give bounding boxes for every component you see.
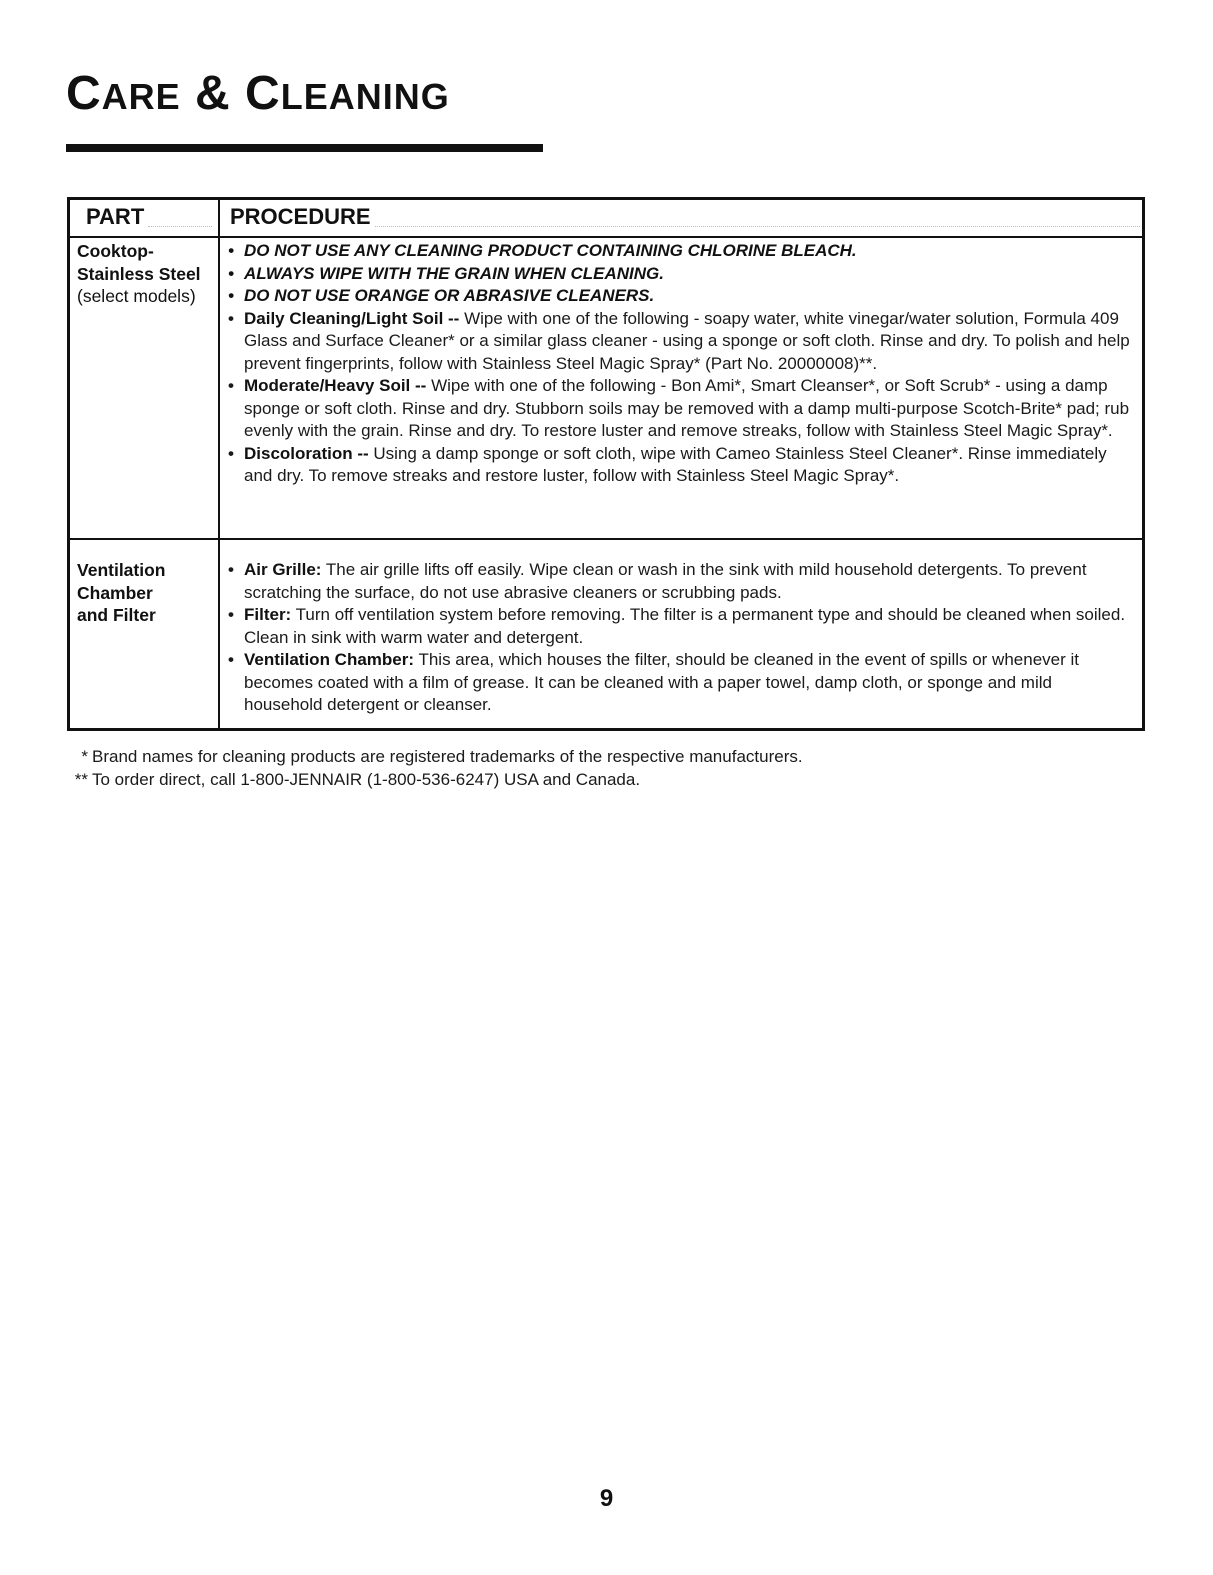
item-label: Daily Cleaning/Light Soil -- (244, 308, 460, 328)
bullet-icon: • (228, 241, 234, 260)
bullet-icon: • (228, 263, 234, 283)
item-text: Wipe with one of the following - Bon Ami*, Smart Cleanser*, or Soft Scrub* - using a damp sponge or soft cloth. Rinse and dry. Stubborn soils may be removed with a damp multi-purpose Scotch-Brite* pad; rub evenly with the grain. Rinse and dry. To restore luster and remove streaks, follow with Stainless Steel Magic Spray*. (244, 376, 1130, 440)
item-text: Using a damp sponge or soft cloth, wipe with Cameo Stainless Steel Cleaner*. Rinse immediately and dry. To remove streaks and restore luster, follow with Stainless Steel Magic Spray*. (244, 443, 1107, 485)
item-label: Discoloration -- (244, 443, 369, 463)
column-divider (218, 200, 220, 728)
item-label: Moderate/Heavy Soil -- (244, 376, 427, 395)
item-text: Wipe with one of the following - soapy water, white vinegar/water solution, Formula 409 Glass and Surface Cleaner* or a similar glass cleaner - using a sponge or soft cloth. Rinse and dry. To polish and help prevent fingerprints, follow with Stainless Steel Magic Spray* (Part No. 20000008)**. (244, 308, 1130, 373)
bullet-icon: • (228, 308, 234, 328)
footnote-mark: * (81, 747, 88, 766)
title-word-cleaning: LEANING (280, 76, 450, 117)
list-item (226, 308, 1131, 376)
list-item (226, 375, 1131, 443)
footnote (62, 768, 803, 791)
part-label: Chamber (77, 582, 153, 603)
list-item (226, 559, 1131, 604)
title-word-care: ARE (101, 76, 181, 117)
procedure-cell-ventilation (226, 559, 1131, 717)
list-item (226, 649, 1131, 717)
item-text: Turn off ventilation system before removing. The filter is a permanent type and should be cleaned when soiled. Clean in sink with warm water and detergent. (244, 605, 1126, 647)
warning-text: ALWAYS WIPE WITH THE GRAIN WHEN CLEANING. (244, 263, 664, 283)
bullet-icon: • (228, 286, 234, 305)
part-cell-ventilation (77, 559, 217, 627)
header-divider (70, 236, 1142, 238)
item-text: The air grille lifts off easily. Wipe clean or wash in the sink with mild household detergents. To prevent scratching the surface, do not use abrasive cleaners or scrubbing pads. (244, 560, 1087, 602)
title-initial-c2: C (245, 67, 281, 120)
item-label: Air Grille: (244, 560, 322, 579)
footnote-text: To order direct, call 1-800-JENNAIR (1-800-536-6247) USA and Canada. (92, 770, 641, 789)
list-item (226, 263, 1131, 286)
list-item (226, 240, 1131, 263)
header-dotted-fill (375, 226, 1140, 227)
title-underline (66, 144, 543, 152)
bullet-icon: • (228, 650, 234, 669)
list-item (226, 443, 1131, 488)
footnote-text: Brand names for cleaning products are registered trademarks of the respective manufacturers. (92, 747, 803, 766)
row-divider (70, 538, 1142, 540)
footnote-mark: ** (74, 770, 88, 789)
footnote (62, 745, 803, 768)
header-dotted-fill (148, 226, 212, 227)
care-table (67, 197, 1145, 731)
warning-text: DO NOT USE ANY CLEANING PRODUCT CONTAINING CHLORINE BLEACH. (244, 241, 857, 260)
header-procedure: PROCEDURE (230, 204, 371, 229)
item-text: This area, which houses the filter, should be cleaned in the event of spills or whenever it becomes coated with a film of grease. It can be cleaned with a paper towel, damp cloth, or sponge and mild household detergent or cleanser. (244, 650, 1079, 714)
bullet-icon: • (228, 605, 234, 624)
part-cell-cooktop (77, 240, 217, 308)
part-label: and Filter (77, 605, 156, 625)
bullet-icon: • (228, 376, 234, 395)
list-item (226, 285, 1131, 308)
page-number: 9 (599, 1485, 614, 1512)
item-label: Filter: (244, 605, 292, 624)
part-label: Cooktop- (77, 241, 154, 261)
procedure-cell-cooktop (226, 240, 1131, 488)
title-initial-c1: C (66, 67, 102, 120)
header-part: PART (86, 204, 145, 229)
item-label: Ventilation Chamber: (244, 650, 415, 669)
part-note: (select models) (77, 286, 196, 306)
page-title (66, 66, 450, 121)
bullet-icon: • (228, 560, 234, 579)
list-item (226, 604, 1131, 649)
part-label: Ventilation (77, 560, 166, 580)
title-ampersand: & (195, 67, 231, 120)
part-label: Stainless Steel (77, 263, 201, 284)
footnotes (62, 745, 803, 791)
bullet-icon: • (228, 443, 234, 463)
warning-text: DO NOT USE ORANGE OR ABRASIVE CLEANERS. (244, 286, 655, 305)
